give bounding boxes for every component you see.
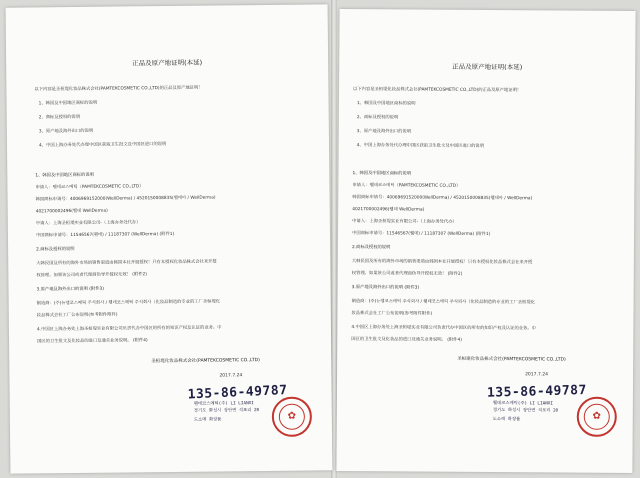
section1-line: 4021700002496(웰데 WellDerma) <box>35 208 108 215</box>
stamp-extra: 도소매 화장품 <box>193 417 222 423</box>
intro-text: 以下内容是圣桓堤化妆品株式会社(PAMTEKCOSMETIC CO.,LTD)的正品及原产地证明！ <box>353 87 522 94</box>
section1-line: 中请人：上海圣桓堤实业有限公司-（上海办务处代办） <box>352 219 457 225</box>
list-item: 4、中国上海办务处代办理中国区获取卫生批文及中国区进口的说明 <box>356 143 485 149</box>
list-item: 1、韩国及中国地区商标的说明 <box>356 101 416 107</box>
section3-title: 3.原产地及海外出口的说明 (附件3) <box>351 285 420 291</box>
section2-line: 权管理。如果该公司或者代理商伪导开授权无效！ (附件2) <box>351 271 463 277</box>
list-item: 2、商标及授权的说明 <box>356 115 399 121</box>
section1-line: 申请人：웰데코스메틱（PAMTEKCOSMETIC CO.,LTD） <box>35 184 144 191</box>
stamp-address: 경기도 화성시 장안면 석포리 20 <box>492 408 559 414</box>
signature-company: 圣桓堤化妆品株式会社(PAMTEKCOSMETIC CO.,LTD) <box>151 358 260 365</box>
section1-line: 申请人：웰데코스메틱（PAMTEKCOSMETIC CO.,LTD） <box>352 183 461 189</box>
section3-title: 3.原产地及海外出口的说明 (附件3) <box>36 286 104 293</box>
section3-line: 妆品株式会社工厂公布说明(参考附件附件) <box>36 312 118 319</box>
section3-line: 妆品株式会社工厂公布说明(参考附件附件) <box>351 311 433 317</box>
section1-title: 1、韩国及中国地区商标的说明 <box>352 171 412 177</box>
section1-title: 1、韩国及中国地区商标的说明 <box>35 172 94 179</box>
list-item: 1、韩国及中国地区商标的说明 <box>38 100 98 107</box>
section2-title: 2.商标及授权的说明 <box>36 246 75 253</box>
document-title: 正品及原产地证明(本延) <box>132 58 203 68</box>
section3-line: 制造商：(주)뉴엠코스메틱 주식회사 / 웰데코스메틱 주식회사（化妆品制造的专业的工厂圣桓堤化 <box>36 299 221 307</box>
section1-line: 韩国商标申请号：4006969152000(WellDerma) / 4520150008835(웰데아 / WellDerma) <box>35 195 216 203</box>
section1-line: 中请人：上海圣桓堤实业有限公司-（上海办务处代办） <box>35 220 141 227</box>
stamp-phone: 135-86-49787 <box>486 382 588 401</box>
section2-line: 大韩民国及所有的海外市场的销售渠道由韩国本社开展授权！只有本授权化妆品株式会社来开授 <box>351 259 533 266</box>
intro-text: 以下内容是圣桓堤化妆品株式会社(PAMTEKCOSMETIC CO.,LTD)的正品及原产地证明！ <box>34 85 203 93</box>
red-seal-icon: ✿ <box>577 397 617 437</box>
section2-title: 2.商标及授权的说明 <box>351 245 391 251</box>
document-page-left <box>6 4 333 473</box>
section4-line: 国区的卫生批文及化妆品的进口及通关业务说明。 (附件4) <box>351 337 462 343</box>
signature-company: 圣桓堤化妆品株式会社(PAMTEKCOSMETIC CO.,LTD) <box>457 356 566 363</box>
document-date: 2017.7.24 <box>525 372 548 378</box>
document-date: 2017.7.24 <box>219 373 243 379</box>
section4-line: 4.中国区上海办务处上海圣桓堤实业有限公司负责代办中国区的所有的知识产权及认证的业务。中 <box>36 325 222 333</box>
section3-line: 制造商：(주)뉴엠코스메틱 주식회사 / 웰데코스메틱 주식회사（化妆品制造的专业的工厂圣桓堤化 <box>351 299 535 306</box>
section4-line: 4.中国区上海办务处上海圣桓堤实业有限公司负责代办中国区的所有的知识产权及认证的业务。中 <box>351 325 536 332</box>
section1-line: 4021700002496(웰데 WellDerma) <box>352 207 425 213</box>
list-item: 3、原产地及海外出口的说明 <box>356 129 412 135</box>
section1-line: 中国商标申请号：11546567(웰데) / 11187307 (WellDerma) (附件1) <box>35 231 175 239</box>
section2-line: 大韩民国及所有的海外市场的销售渠道由韩国本社开展授权！只有本授权化妆品株式会社来开授 <box>36 259 217 267</box>
list-item: 4、中国上海办务处代办理中国区获取卫生批文及中国区进口的说明 <box>38 142 167 149</box>
section1-line: 韩国商标申请号：4006969152000(WellDerma) / 4520150008835(웰데아 / WellDerma) <box>352 195 533 202</box>
stamp-phone: 135-86-49787 <box>187 383 288 403</box>
document-title: 正品及原产地证明(本延) <box>452 62 523 72</box>
stamp-address: 경기도 화성시 장안면 석포리 20 <box>193 408 260 414</box>
stamp-company: 웰데코스메틱(주) LI LIANXI <box>492 401 553 407</box>
document-page-right <box>336 9 635 473</box>
section1-line: 中国商标申请号：11546567(웰데) / 11187307 (WellDerma) (附件1) <box>352 231 491 238</box>
stamp-company: 웰데코스메틱(주) LI LIANXI <box>193 401 254 407</box>
list-item: 2、商标及授权的说明 <box>38 114 81 121</box>
list-item: 3、原产地及海外出口的说明 <box>38 128 94 135</box>
section2-line: 权管理。如果该公司或者代理商伪导开授权无效！ (附件2) <box>36 272 147 279</box>
stamp-extra: 도소매 화장품 <box>492 417 521 423</box>
red-seal-icon: ✿ <box>272 397 312 437</box>
section4-line: 国区的卫生批文及化妆品的进口及通关业务说明。 (附件4) <box>37 338 148 345</box>
